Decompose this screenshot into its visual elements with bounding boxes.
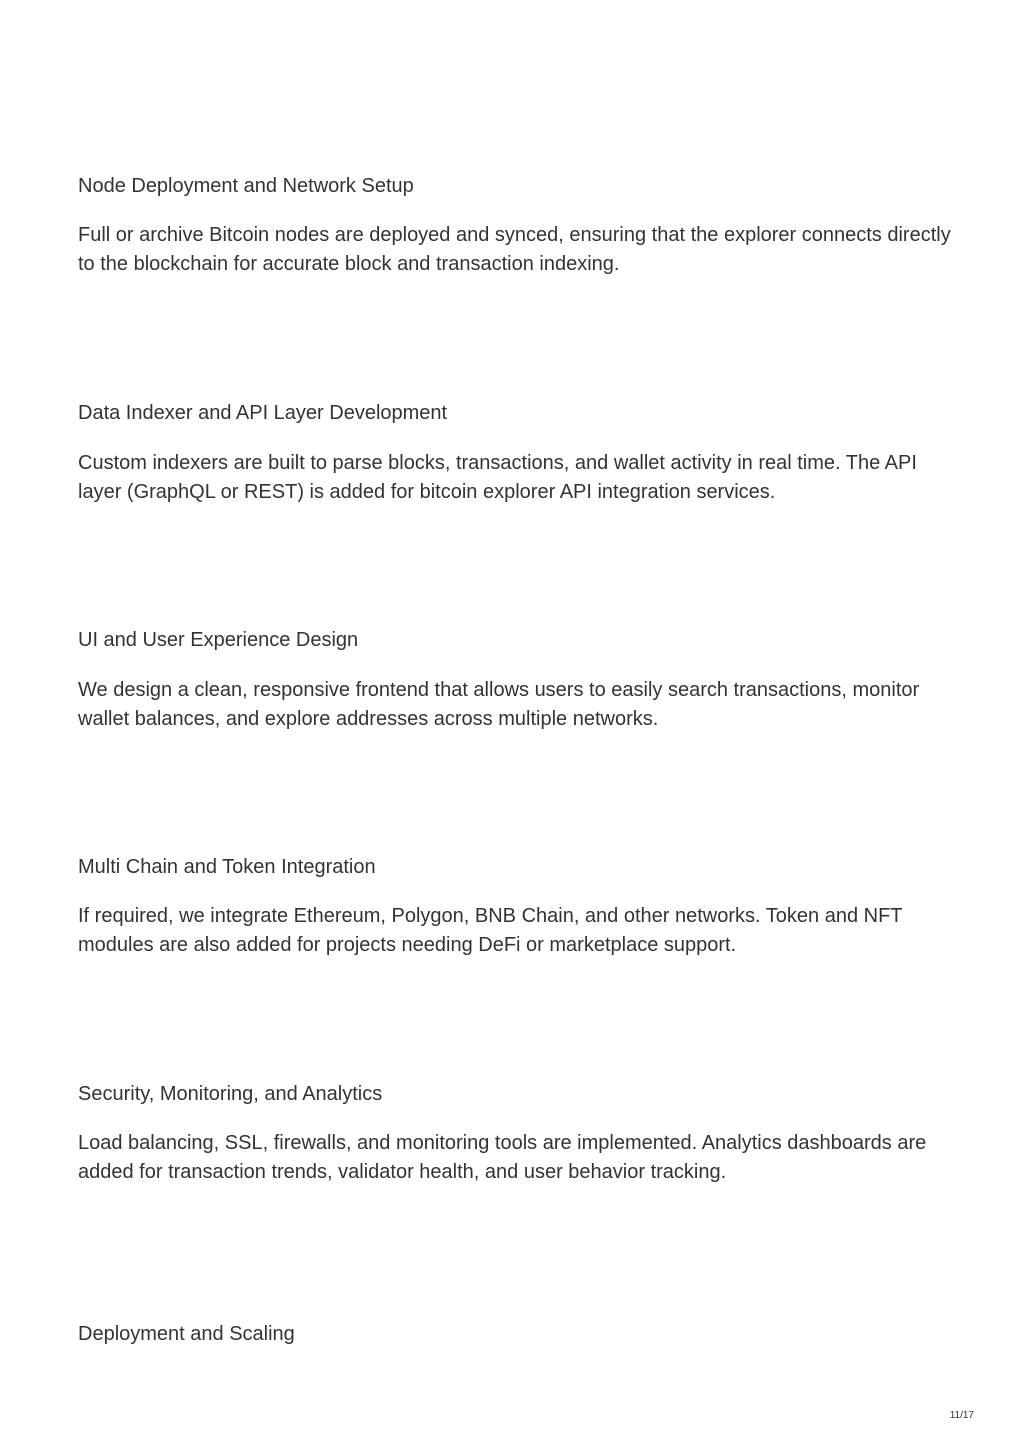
section-body-multi-chain: If required, we integrate Ethereum, Polygon, BNB Chain, and other networks. Token and NFT modules are also added for projects needing DeFi or marketplace support. bbox=[78, 905, 903, 956]
section-body-node-deployment: Full or archive Bitcoin nodes are deployed and synced, ensuring that the explorer connects directly to the blockchain for accurate block and transaction indexing. bbox=[78, 224, 951, 275]
page-number: 11/17 bbox=[949, 1410, 974, 1421]
section-heading-multi-chain: Multi Chain and Token Integration bbox=[78, 856, 376, 878]
section-body-security: Load balancing, SSL, firewalls, and monitoring tools are implemented. Analytics dashboards are added for transaction trends, validator health, and user behavior tracking. bbox=[78, 1132, 927, 1183]
section-heading-deployment-scaling: Deployment and Scaling bbox=[78, 1323, 295, 1345]
section-heading-security: Security, Monitoring, and Analytics bbox=[78, 1083, 383, 1105]
section-heading-node-deployment: Node Deployment and Network Setup bbox=[78, 175, 414, 197]
section-heading-ui-ux: UI and User Experience Design bbox=[78, 629, 359, 651]
section-heading-data-indexer: Data Indexer and API Layer Development bbox=[78, 402, 448, 424]
section-body-ui-ux: We design a clean, responsive frontend that allows users to easily search transactions, monitor wallet balances, and explore addresses across multiple networks. bbox=[78, 679, 920, 730]
section-body-data-indexer: Custom indexers are built to parse blocks, transactions, and wallet activity in real time. The API layer (GraphQL or REST) is added for bitcoin explorer API integration services. bbox=[78, 452, 917, 503]
